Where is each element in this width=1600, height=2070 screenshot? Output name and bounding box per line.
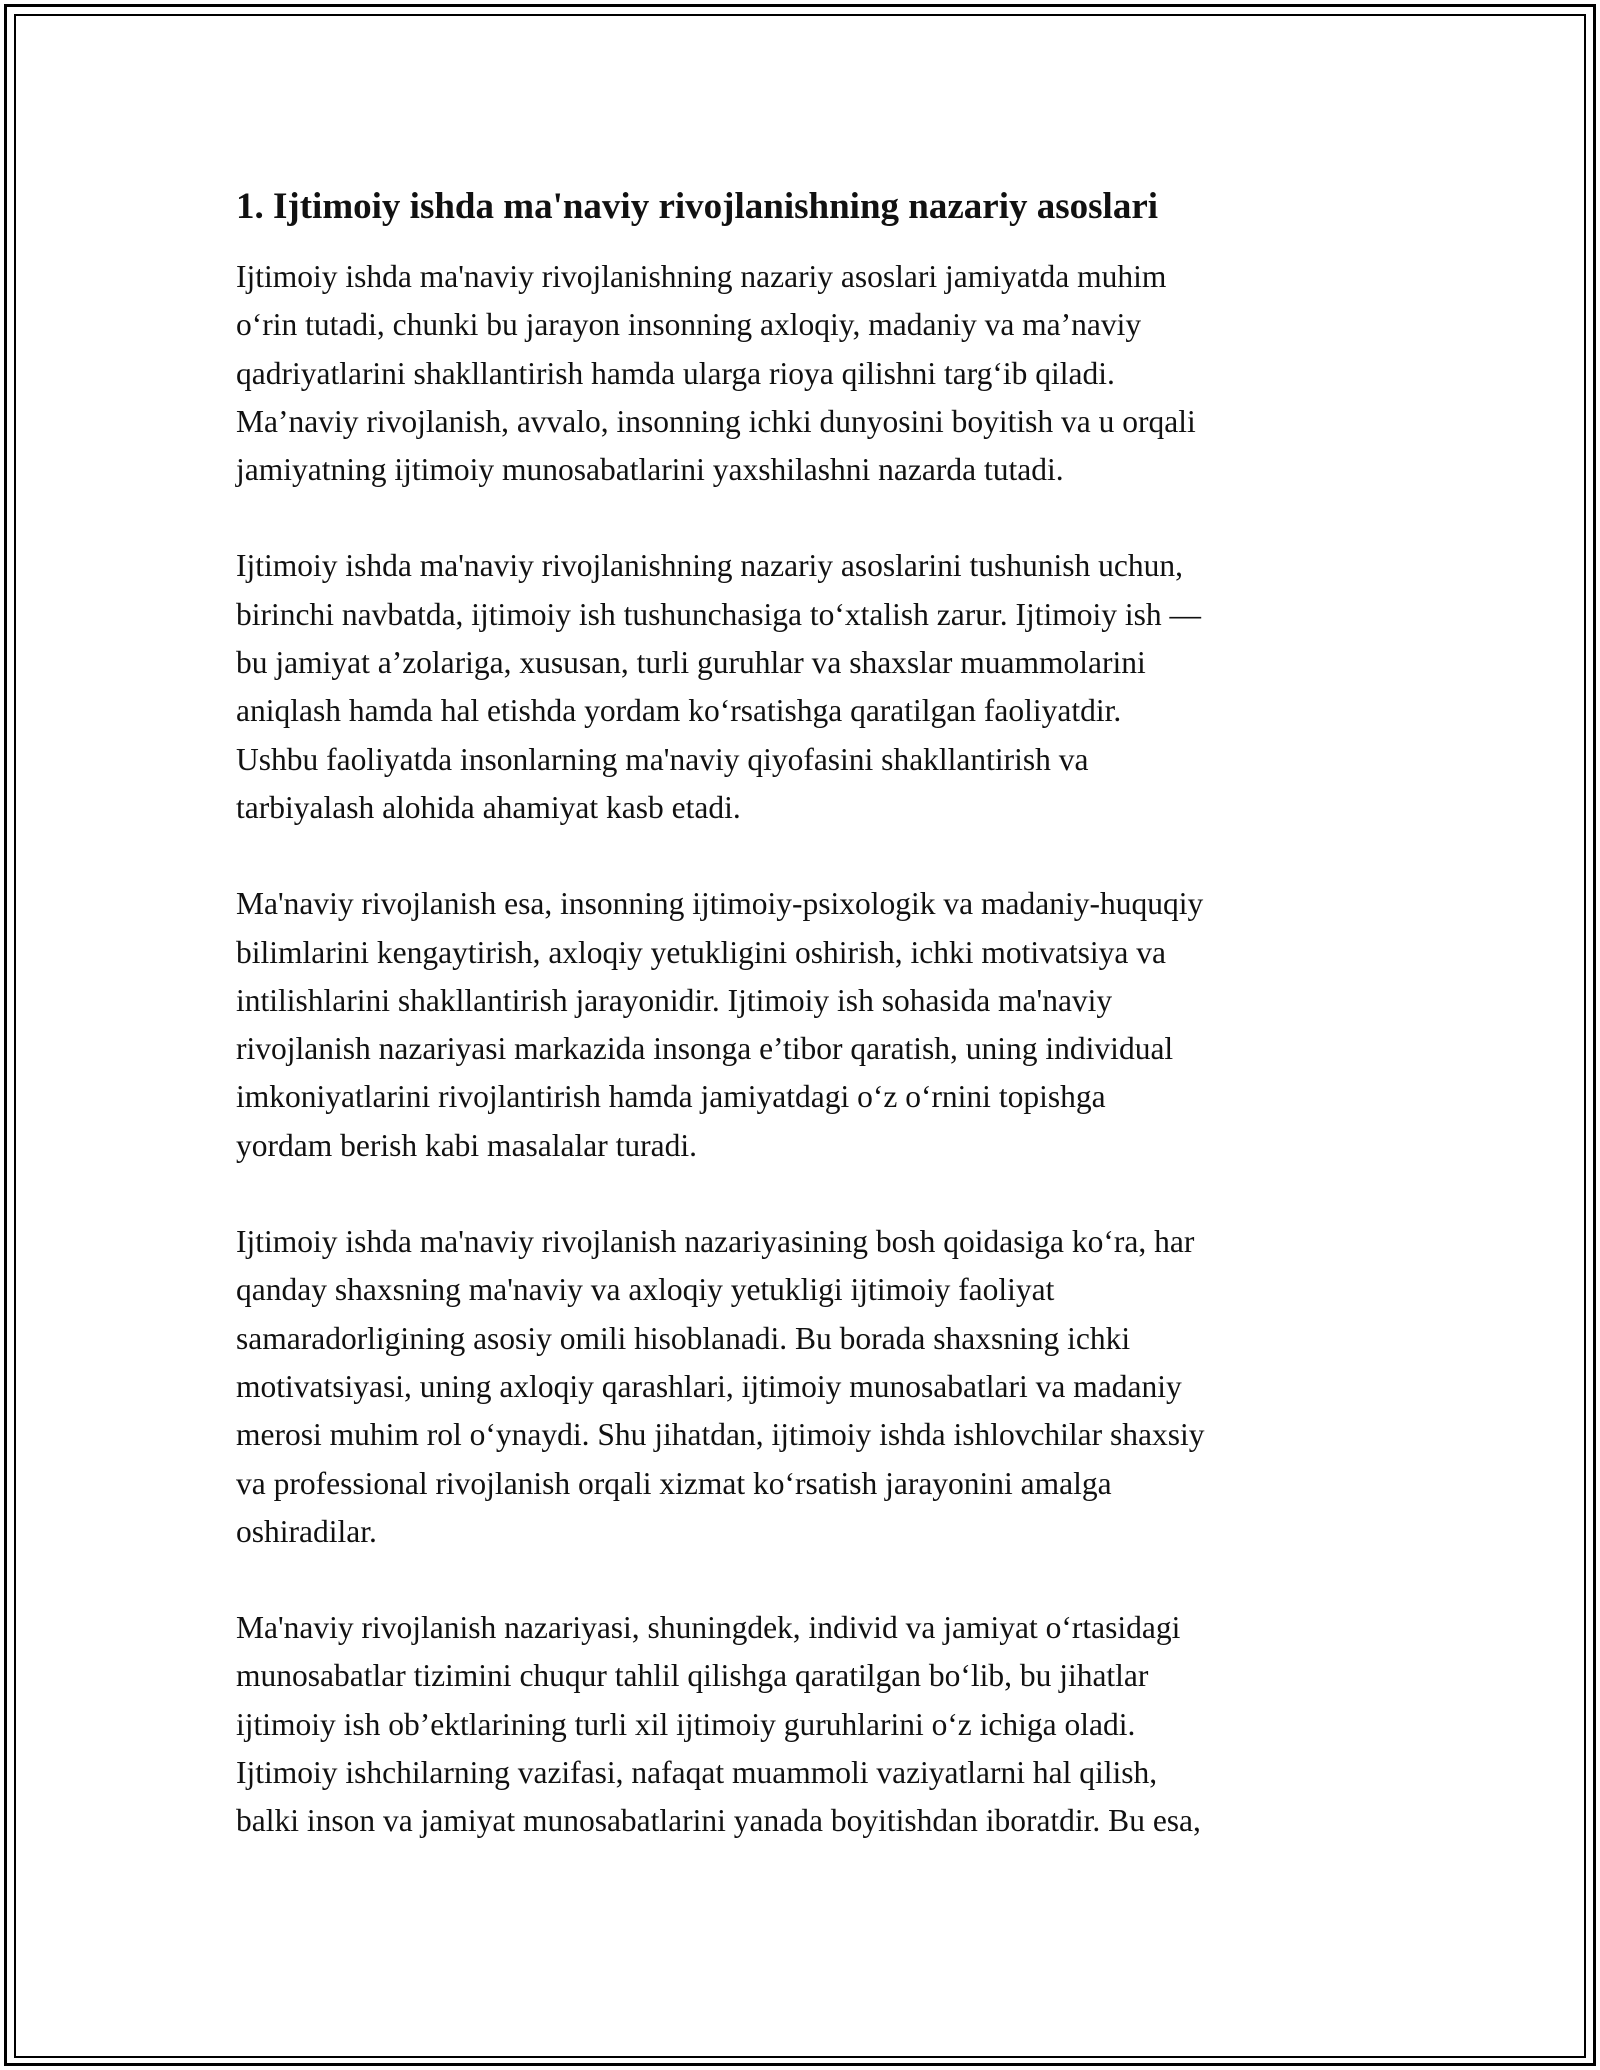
paragraph [236,253,1376,494]
paragraph-line: qanday shaxsning ma'naviy va axloqiy yetukligi ijtimoiy faoliyat [236,1272,1055,1308]
paragraph-line: Ijtimoiy ishda ma'naviy rivojlanishning nazariy asoslarini tushunish uchun, [236,548,1184,584]
paragraph-line: merosi muhim rol o‘ynaydi. Shu jihatdan, ijtimoiy ishda ishlovchilar shaxsiy [236,1417,1205,1453]
paragraph-line: bu jamiyat a’zolariga, xususan, turli guruhlar va shaxslar muammolarini [236,645,1146,681]
paragraph-line: Ijtimoiy ishda ma'naviy rivojlanish nazariyasining bosh qoidasiga ko‘ra, har [236,1224,1195,1260]
document-body [236,253,1376,1846]
paragraph [236,1604,1376,1845]
paragraph-line: rivojlanish nazariyasi markazida insonga e’tibor qaratish, uning individual [236,1031,1174,1067]
paragraph-line: jamiyatning ijtimoiy munosabatlarini yaxshilashni nazarda tutadi. [236,452,1064,488]
paragraph-line: yordam berish kabi masalalar turadi. [236,1127,697,1163]
paragraph-line: motivatsiyasi, uning axloqiy qarashlari, ijtimoiy munosabatlari va madaniy [236,1368,1182,1404]
paragraph-line: samaradorligining asosiy omili hisoblanadi. Bu borada shaxsning ichki [236,1320,1131,1356]
paragraph-line: oshiradilar. [236,1513,377,1549]
paragraph-line: qadriyatlarini shakllantirish hamda ularga rioya qilishni targ‘ib qiladi. [236,355,1115,391]
paragraph-line: ijtimoiy ish ob’ektlarining turli xil ijtimoiy guruhlarini o‘z ichiga oladi. [236,1706,1136,1742]
paragraph-line: balki inson va jamiyat munosabatlarini yanada boyitishdan iboratdir. Bu esa, [236,1803,1201,1839]
paragraph-line: bilimlarini kengaytirish, axloqiy yetukligini oshirish, ichki motivatsiya va [236,934,1167,970]
paragraph-line: intilishlarini shakllantirish jarayonidir. Ijtimoiy ish sohasida ma'naviy [236,982,1113,1018]
paragraph-line: o‘rin tutadi, chunki bu jarayon insonning axloqiy, madaniy va ma’naviy [236,307,1142,343]
document-page [236,183,1376,1894]
paragraph-line: Ushbu faoliyatda insonlarning ma'naviy qiyofasini shakllantirish va [236,741,1089,777]
paragraph-line: Ma'naviy rivojlanish nazariyasi, shuningdek, individ va jamiyat o‘rtasidagi [236,1610,1181,1646]
paragraph [236,542,1376,832]
paragraph-line: Ijtimoiy ishda ma'naviy rivojlanishning nazariy asoslari jamiyatda muhim [236,259,1167,294]
paragraph [236,1218,1376,1556]
paragraph-line: tarbiyalash alohida ahamiyat kasb etadi. [236,789,741,825]
paragraph-line: Ijtimoiy ishchilarning vazifasi, nafaqat muammoli vaziyatlarni hal qilish, [236,1755,1158,1791]
paragraph-line: Ma’naviy rivojlanish, avvalo, insonning ichki dunyosini boyitish va u orqali [236,403,1196,439]
paragraph-line: birinchi navbatda, ijtimoiy ish tushunchasiga to‘xtalish zarur. Ijtimoiy ish — [236,596,1201,632]
paragraph-line: aniqlash hamda hal etishda yordam ko‘rsatishga qaratilgan faoliyatdir. [236,693,1122,729]
paragraph-line: Ma'naviy rivojlanish esa, insonning ijtimoiy-psixologik va madaniy-huquqiy [236,886,1204,922]
paragraph [236,880,1376,1170]
paragraph-line: va professional rivojlanish orqali xizmat ko‘rsatish jarayonini amalga [236,1465,1112,1501]
paragraph-line: imkoniyatlarini rivojlantirish hamda jamiyatdagi o‘z o‘rnini topishga [236,1079,1106,1115]
page-title: 1. Ijtimoiy ishda ma'naviy rivojlanishning nazariy asoslari [236,186,1159,227]
paragraph-line: munosabatlar tizimini chuqur tahlil qilishga qaratilgan bo‘lib, bu jihatlar [236,1658,1149,1694]
